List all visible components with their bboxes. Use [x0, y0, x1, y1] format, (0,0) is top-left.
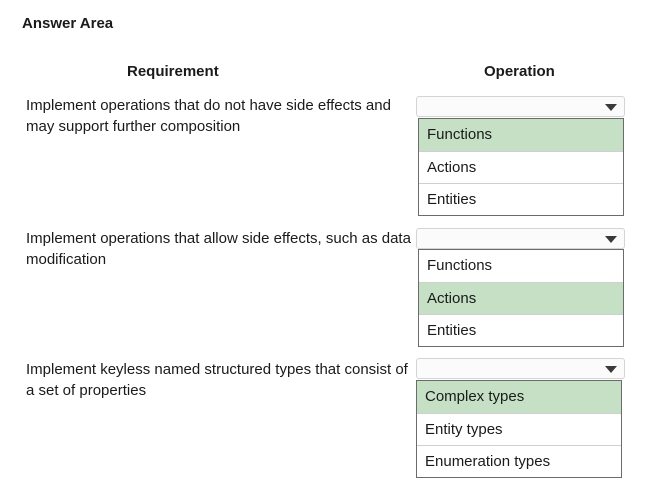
operation-dropdown-3[interactable] [416, 358, 625, 379]
option-actions[interactable]: Actions [419, 282, 623, 314]
chevron-down-icon [605, 236, 617, 243]
requirement-text-1: Implement operations that do not have side effects and may support further composition [26, 97, 391, 135]
option-list-1 [418, 118, 624, 216]
operation-dropdown-1[interactable] [416, 96, 625, 117]
option-entities[interactable]: Entities [419, 183, 623, 215]
option-actions[interactable]: Actions [419, 151, 623, 183]
requirement-header: Requirement [127, 63, 219, 80]
option-entity-types[interactable]: Entity types [417, 413, 621, 445]
operation-header: Operation [484, 63, 555, 80]
option-functions[interactable]: Functions [419, 119, 623, 151]
answer-area-title: Answer Area [22, 15, 114, 32]
chevron-down-icon [605, 104, 617, 111]
option-entities[interactable]: Entities [419, 314, 623, 346]
operation-dropdown-2[interactable] [416, 228, 625, 249]
chevron-down-icon [605, 366, 617, 373]
option-enumeration-types[interactable]: Enumeration types [417, 445, 621, 477]
option-list-3 [416, 380, 622, 478]
option-list-2 [418, 249, 624, 347]
requirement-text-3: Implement keyless named structured types that consist of a set of properties [26, 361, 408, 399]
option-functions[interactable]: Functions [427, 257, 493, 274]
requirement-text-2: Implement operations that allow side effects, such as data modification [26, 230, 411, 268]
option-complex-types[interactable]: Complex types [417, 381, 621, 413]
